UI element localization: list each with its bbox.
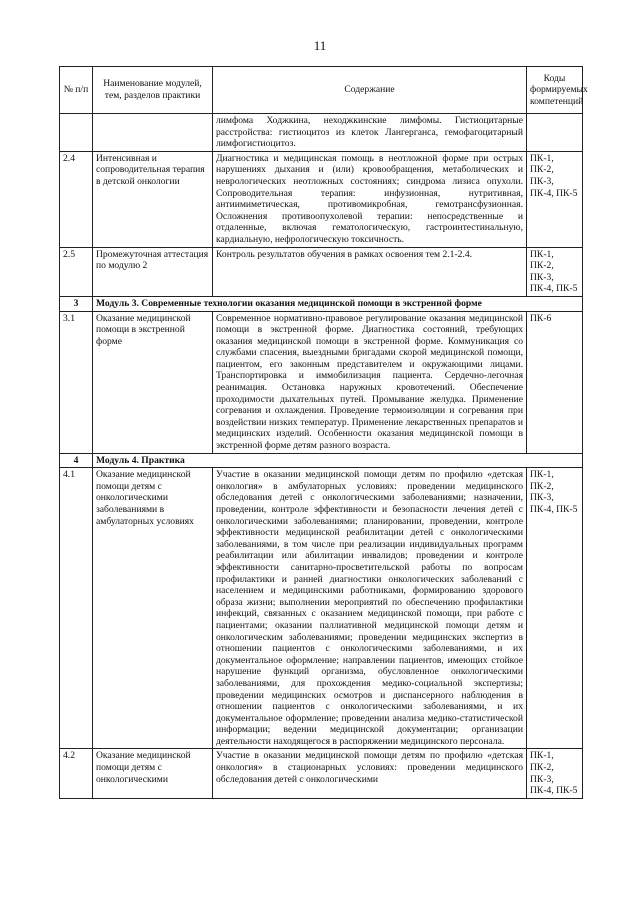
table-row bbox=[60, 468, 583, 749]
module-row bbox=[60, 296, 583, 311]
module-title: Модуль 4. Практика bbox=[93, 453, 583, 468]
header-content: Содержание bbox=[213, 67, 527, 114]
table-row bbox=[60, 151, 583, 247]
row-content: Диагностика и медицинская помощь в неотложной форме при острых нарушениях дыхания и (или) кровообращения, метаболических и неврологических неотложных состояниях; синдрома лизиса опухоли. Сопроводительная терапия: инфузионная, нутритивная, антиимиметическая, противомикробная, гемотрансфузионная. Осложнения противоопухолевой терапии: непосредственные и отдаленные, включая гематологическую, гастроинтестинальную, кардиальную, нефрологическую токсичность. bbox=[213, 151, 527, 247]
table-row bbox=[60, 114, 583, 152]
table-row bbox=[60, 247, 583, 296]
table-row bbox=[60, 311, 583, 453]
row-codes: ПК-1, ПК-2, ПК-3, ПК-4, ПК-5 bbox=[527, 749, 583, 798]
row-content: лимфома Ходжкина, неходжкинские лимфомы. Гистиоцитарные расстройства: гистиоцитоз из клеток Лангерганса, гемофагоцитарный лимфогистиоцитоз. bbox=[213, 114, 527, 152]
row-number: 4.1 bbox=[60, 468, 93, 749]
module-number: 3 bbox=[60, 296, 93, 311]
row-content: Контроль результатов обучения в рамках освоения тем 2.1-2.4. bbox=[213, 247, 527, 296]
row-name: Промежуточная аттестация по модулю 2 bbox=[93, 247, 213, 296]
row-codes: ПК-1, ПК-2, ПК-3, ПК-4, ПК-5 bbox=[527, 247, 583, 296]
row-name: Оказание медицинской помощи в экстренной форме bbox=[93, 311, 213, 453]
row-number: 2.5 bbox=[60, 247, 93, 296]
row-content: Участие в оказании медицинской помощи детям по профилю «детская онкология» в амбулаторных условиях: проведении медицинского обследования детей с онкологическими заболеваниями; назначении, проведении, контроле эффективности и безопасности лечения детей с онкологическими заболеваниями; планировании, проведении, контроле эффективности медицинской реабилитации детей с онкологическими заболеваниями, в том числе при реализации индивидуальных программ реабилитации или абилитации инвалидов; проведении и контроле эффективности санитарно-просветительской работы по вопросам профилактики и ранней диагностики онкологических заболеваний с населением и медицинскими работниками, формированию здорового образа жизни; выполнении мероприятий по обеспечению профилактики инфекций, связанных с оказанием медицинской помощи, при работе с пациентами; оказании паллиативной медицинской помощи детям и онкологическим заболеваниями; проведении медицинских экспертиз в отношении пациентов с онкологическими заболеваниями, и их документальное оформление; направлении пациентов, имеющих стойкое нарушение функций организма, обусловленное онкологическими заболеваниями, для прохождения медико-социальной экспертизы; проведении медицинских осмотров и диспансерного наблюдения в отношении пациентов с онкологическими заболеваниями, и их документальное оформление; проведении анализа медико-статистической информации; ведении медицинской документации; организации деятельности находящегося в распоряжении медицинского персонала. bbox=[213, 468, 527, 749]
row-number: 4.2 bbox=[60, 749, 93, 798]
header-competency-codes: Коды формируемых компетенций bbox=[527, 67, 583, 114]
header-number: № п/п bbox=[60, 67, 93, 114]
row-codes: ПК-1, ПК-2, ПК-3, ПК-4, ПК-5 bbox=[527, 151, 583, 247]
header-module-name: Наименование модулей, тем, разделов практики bbox=[93, 67, 213, 114]
row-name: Оказание медицинской помощи детям с онкологическими bbox=[93, 749, 213, 798]
row-content: Современное нормативно-правовое регулирование оказания медицинской помощи в экстренной форме. Диагностика состояний, требующих оказания медицинской помощи в экстренной форме. Коммуникация со службами спасения, выездными бригадами скорой медицинской помощи, пациентом, его законным представителем и окружающими лицами. Транспортировка и иммобилизация пациента. Сердечно-легочная реанимация. Остановка наружных кровотечений. Обеспечение проходимости дыхательных путей. Промывание желудка. Применение согревания и охлаждения. Проведение термоизоляции и согревания при воздействии низких температур. Применение лекарственных препаратов и медицинских изделий. Особенности оказания медицинской помощи в экстренной форме детям разного возраста. bbox=[213, 311, 527, 453]
row-number: 2.4 bbox=[60, 151, 93, 247]
page-number: 11 bbox=[313, 38, 327, 53]
module-title: Модуль 3. Современные технологии оказания медицинской помощи в экстренной форме bbox=[93, 296, 583, 311]
table-row bbox=[60, 749, 583, 798]
module-row bbox=[60, 453, 583, 468]
module-number: 4 bbox=[60, 453, 93, 468]
row-codes: ПК-1, ПК-2, ПК-3, ПК-4, ПК-5 bbox=[527, 468, 583, 749]
table-header-row bbox=[60, 67, 583, 114]
row-content: Участие в оказании медицинской помощи детям по профилю «детская онкология» в стационарных условиях: проведении медицинского обследования детей с онкологическими bbox=[213, 749, 527, 798]
row-name: Оказание медицинской помощи детям с онкологическими заболеваниями в амбулаторных условиях bbox=[93, 468, 213, 749]
row-number: 3.1 bbox=[60, 311, 93, 453]
row-codes: ПК-6 bbox=[527, 311, 583, 453]
curriculum-table bbox=[59, 66, 588, 799]
row-name: Интенсивная и сопроводительная терапия в детской онкологии bbox=[93, 151, 213, 247]
